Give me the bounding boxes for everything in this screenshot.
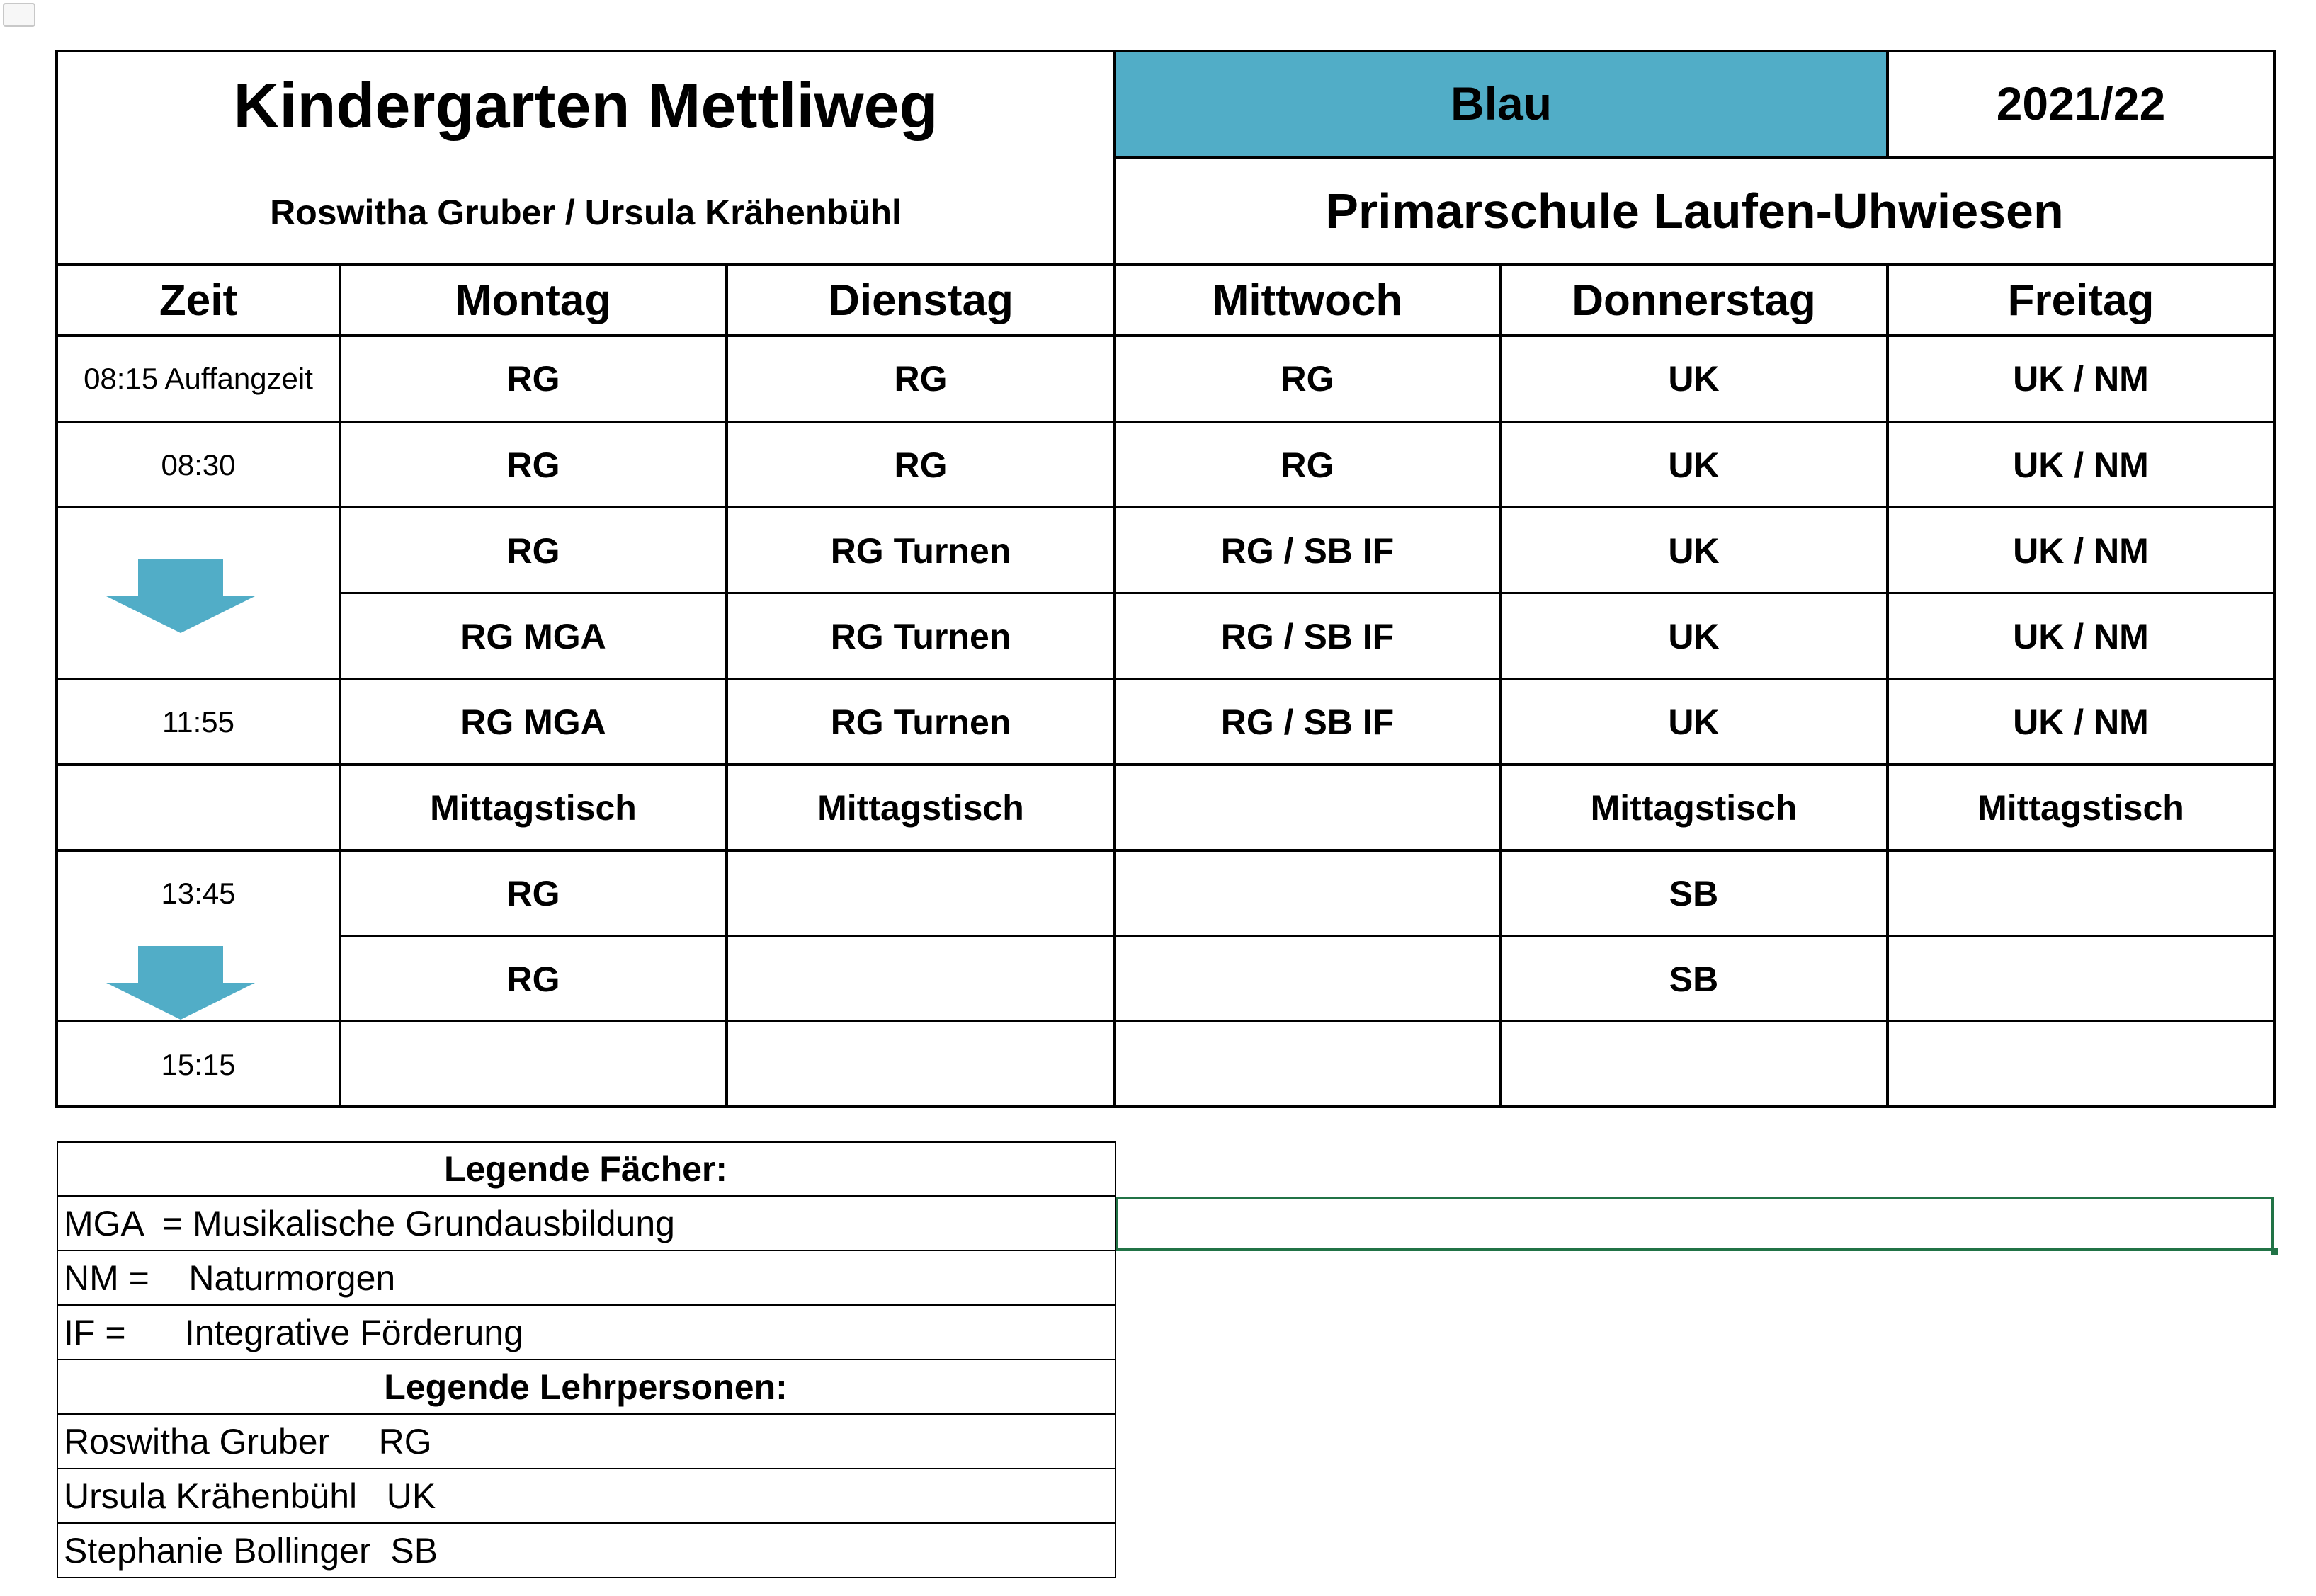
schedule-cell (1115, 765, 1500, 850)
paste-options-icon[interactable] (3, 3, 35, 27)
schedule-cell: RG MGA (460, 616, 606, 656)
grid-line (340, 592, 2276, 594)
grid-line (55, 849, 2276, 852)
grid-line (55, 1020, 2276, 1022)
grid-line (339, 265, 341, 1108)
schedule-cell (1888, 1022, 2274, 1108)
column-header-montag: Montag (455, 275, 612, 325)
legend-item: MGA = Musikalische Grundausbildung (64, 1203, 675, 1243)
column-header-freitag: Freitag (2007, 275, 2155, 325)
schedule-cell (727, 936, 1115, 1022)
schedule-cell: Mittagstisch (1590, 787, 1798, 828)
schedule-cell: SB (1669, 959, 1719, 999)
schedule-cell (1888, 936, 2274, 1022)
legend-item: Stephanie Bollinger SB (64, 1530, 438, 1571)
grid-line (57, 1522, 1116, 1524)
schedule-cell (1115, 850, 1500, 936)
schedule-cell: RG / SB IF (1220, 702, 1395, 742)
schedule-cell: UK (1668, 530, 1720, 571)
grid-line (57, 1250, 1116, 1251)
schedule-cell: RG (506, 959, 560, 999)
legend-heading: Legende Fächer: (443, 1148, 728, 1189)
fill-handle[interactable] (2271, 1248, 2278, 1255)
time-cell (57, 765, 340, 850)
schedule-cell: RG (506, 530, 560, 571)
grid-line (55, 263, 2276, 266)
grid-line (57, 1141, 1116, 1143)
column-header-donnerstag: Donnerstag (1572, 275, 1816, 325)
grid-line (55, 50, 2276, 52)
grid-line (57, 1577, 1116, 1578)
schedule-cell: UK / NM (2013, 702, 2149, 742)
grid-line (1113, 265, 1116, 1108)
schedule-cell: UK (1668, 702, 1720, 742)
school-year: 2021/22 (1996, 77, 2166, 130)
schedule-cell: RG Turnen (830, 702, 1011, 742)
column-header-zeit: Zeit (159, 275, 238, 325)
grid-line (57, 1468, 1116, 1469)
schedule-cell: UK / NM (2013, 359, 2149, 399)
schedule-cell: RG Turnen (830, 530, 1011, 571)
schedule-cell: RG (506, 873, 560, 913)
time-cell: 13:45 (161, 876, 236, 910)
schedule-cell: RG (894, 359, 948, 399)
grid-line (57, 1141, 58, 1578)
grid-line (55, 678, 2276, 680)
school-name: Primarschule Laufen-Uhwiesen (1325, 183, 2064, 239)
schedule-cell (1500, 1022, 1888, 1108)
grid-line (725, 265, 728, 1108)
grid-line (55, 1105, 2276, 1108)
header-teachers: Roswitha Gruber / Ursula Krähenbühl (270, 193, 902, 232)
schedule-cell: RG (1281, 359, 1334, 399)
down-arrow-icon (106, 559, 255, 633)
schedule-cell (727, 850, 1115, 936)
header-title: Kindergarten Mettliweg (233, 70, 938, 142)
schedule-cell: RG / SB IF (1220, 530, 1395, 571)
schedule-cell: RG Turnen (830, 616, 1011, 656)
grid-line (2273, 50, 2276, 1108)
schedule-cell: UK (1668, 359, 1720, 399)
schedule-cell (340, 1022, 727, 1108)
schedule-cell (727, 1022, 1115, 1108)
grid-line (57, 1413, 1116, 1415)
schedule-cell (1115, 1022, 1500, 1108)
schedule-cell: RG (1281, 445, 1334, 485)
time-cell: 15:15 (161, 1048, 236, 1081)
time-cell: 08:15 Auffangzeit (84, 362, 313, 395)
schedule-cell: UK / NM (2013, 616, 2149, 656)
down-arrow-icon (106, 946, 255, 1020)
schedule-cell: SB (1669, 873, 1719, 913)
schedule-cell: RG / SB IF (1220, 616, 1395, 656)
schedule-cell: UK / NM (2013, 530, 2149, 571)
schedule-cell: Mittagstisch (817, 787, 1024, 828)
schedule-cell (1888, 850, 2274, 936)
schedule-cell: RG (506, 359, 560, 399)
grid-line (1886, 50, 1889, 157)
grid-line (57, 1304, 1116, 1306)
selected-cell[interactable] (1115, 1197, 2274, 1251)
legend-item: NM = Naturmorgen (64, 1258, 396, 1298)
time-cell: 08:30 (161, 448, 236, 481)
grid-line (55, 763, 2276, 766)
schedule-cell: UK (1668, 445, 1720, 485)
grid-line (1115, 1141, 1116, 1578)
schedule-cell: Mittagstisch (1977, 787, 2184, 828)
grid-line (57, 1195, 1116, 1197)
grid-line (340, 935, 2276, 937)
legend-item: IF = Integrative Förderung (64, 1312, 523, 1352)
schedule-cell: RG MGA (460, 702, 606, 742)
legend-heading: Legende Lehrpersonen: (384, 1367, 788, 1407)
grid-line (1886, 265, 1889, 1108)
schedule-cell (1115, 936, 1500, 1022)
schedule-cell: RG (506, 445, 560, 485)
grid-line (55, 506, 2276, 508)
schedule-cell: Mittagstisch (430, 787, 637, 828)
column-header-dienstag: Dienstag (828, 275, 1014, 325)
schedule-cell: RG (894, 445, 948, 485)
grid-line (1499, 265, 1502, 1108)
legend-item: Roswitha Gruber RG (64, 1421, 432, 1461)
column-header-mittwoch: Mittwoch (1212, 275, 1403, 325)
group-label: Blau (1450, 77, 1552, 130)
schedule-cell: UK (1668, 616, 1720, 656)
grid-line (1113, 156, 2274, 159)
legend-item: Ursula Krähenbühl UK (64, 1476, 436, 1516)
grid-line (55, 334, 2276, 337)
schedule-cell: UK / NM (2013, 445, 2149, 485)
time-cell: 11:55 (162, 705, 234, 739)
grid-line (55, 421, 2276, 423)
grid-line (55, 50, 58, 1108)
grid-line (57, 1359, 1116, 1360)
